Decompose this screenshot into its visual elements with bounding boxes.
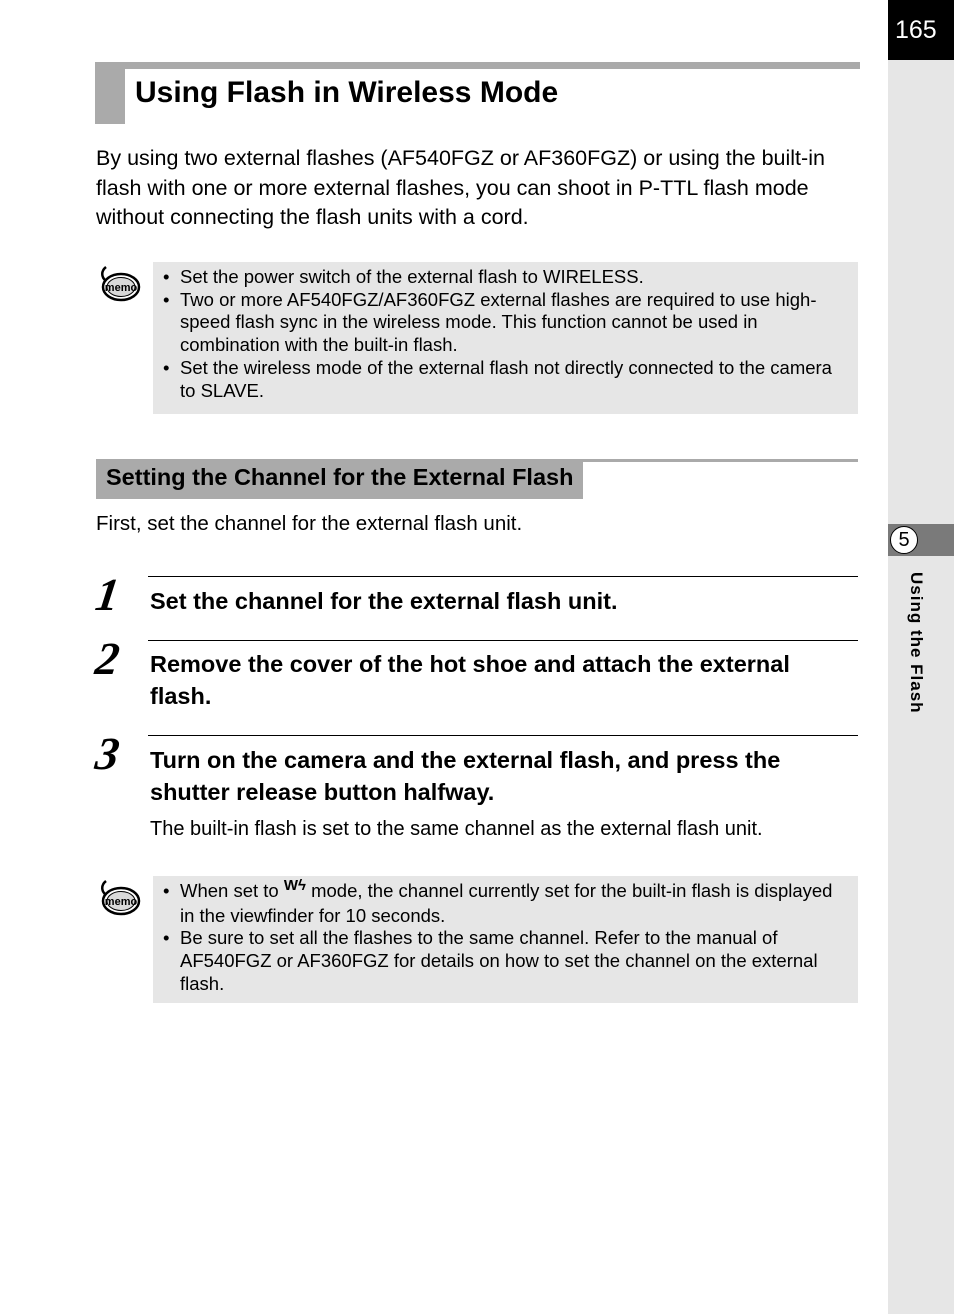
wireless-flash-icon: Wϟ [283, 877, 306, 894]
step-number: 2 [92, 633, 123, 684]
step-note: The built-in flash is set to the same channel as the external flash unit. [150, 818, 763, 840]
chapter-name: Using the Flash [907, 572, 926, 714]
memo-box-2 [153, 876, 858, 1003]
step-text: Turn on the camera and the external flash, and press the shutter release button halfway. [150, 747, 781, 805]
subsection-header [96, 459, 858, 499]
step-number: 1 [92, 569, 123, 620]
title-bar [95, 62, 860, 124]
step-text: Remove the cover of the hot shoe and attach the external flash. [150, 651, 790, 709]
step-rule [148, 640, 858, 641]
intro-paragraph: By using two external flashes (AF540FGZ or AF360FGZ) or using the built-in flash with one or more external flashes, you can shoot in P-TTL flash mode without connecting the flash units with a cord. [96, 146, 825, 229]
page-number: 165 [888, 0, 954, 60]
memo-item: • Two or more AF540FGZ/AF360FGZ external flashes are required to use high-speed flash sync in the wireless mode. This function cannot be used in combination with the built-in flash. [163, 289, 848, 357]
title-block [95, 62, 125, 124]
title-rule [95, 62, 860, 69]
step-number: 3 [92, 728, 123, 779]
memo-text: mode, the channel currently set for the built-in flash is displayed in the viewfinder for 10 seconds. [180, 880, 833, 926]
memo-item [163, 877, 848, 927]
page-title: Using Flash in Wireless Mode [135, 76, 559, 109]
step-rule [148, 576, 858, 577]
memo-icon [98, 265, 142, 305]
memo-box-1 [153, 262, 858, 414]
chapter-number: 5 [890, 526, 918, 554]
svg-text:memo: memo [104, 282, 138, 294]
step-text: Set the channel for the external flash unit. [150, 588, 618, 614]
memo-item: • Set the wireless mode of the external flash not directly connected to the camera to SLAVE. [163, 357, 848, 402]
memo-item: • Be sure to set all the flashes to the same channel. Refer to the manual of AF540FGZ or AF360FGZ for details on how to set the channel on the external flash. [163, 927, 848, 995]
memo-item: • Set the power switch of the external flash to WIRELESS. [163, 266, 848, 289]
subsection-title: Setting the Channel for the External Flash [96, 459, 583, 499]
memo-text: When set to [180, 880, 279, 901]
memo-icon [98, 879, 142, 919]
svg-text:memo: memo [104, 896, 138, 908]
step-rule [148, 735, 858, 736]
subsection-lead: First, set the channel for the external flash unit. [96, 512, 523, 535]
